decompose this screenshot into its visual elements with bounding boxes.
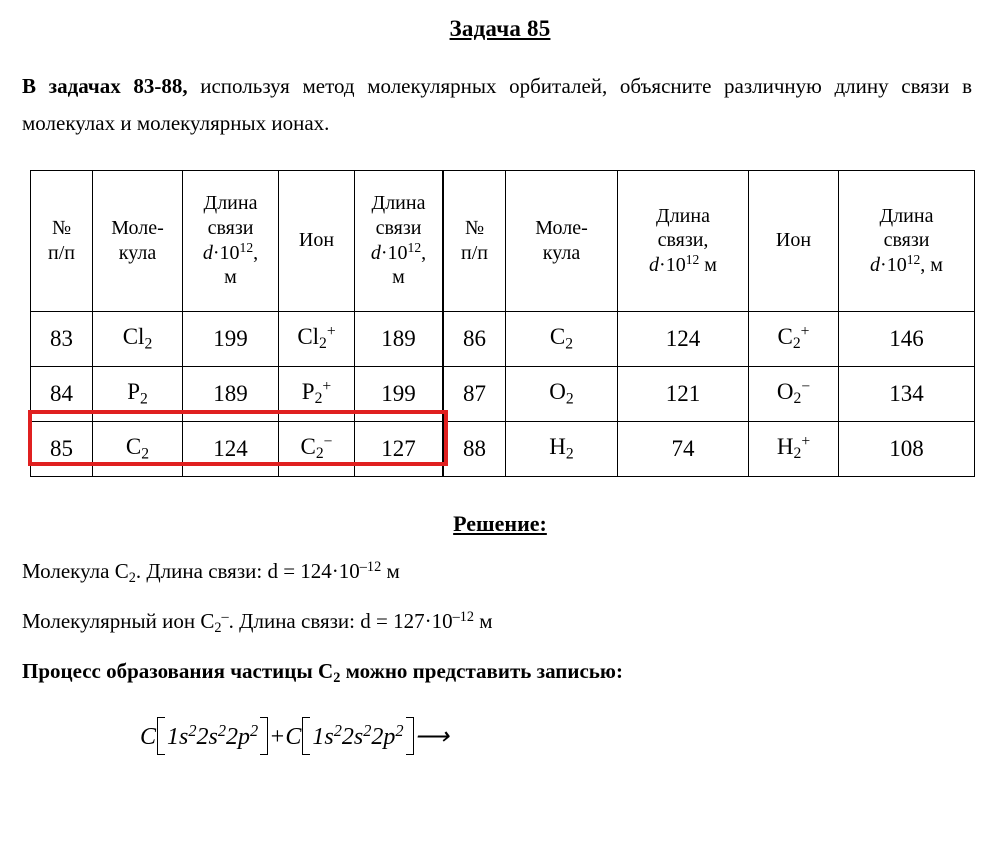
header-cell-molecule: Моле- кула xyxy=(506,170,618,311)
formula-line xyxy=(140,721,1000,751)
header-cell-ion: Ион xyxy=(279,170,355,311)
tables-container xyxy=(30,170,975,477)
cell-ion: $P_2^+$ xyxy=(279,366,355,421)
cell-ion-bond-length: 127 xyxy=(355,421,443,476)
cell-bond-length: 189 xyxy=(183,366,279,421)
cell-molecule: $C_2$ xyxy=(93,421,183,476)
intro-lead: В задачах 83-88, xyxy=(22,74,188,98)
cell-ion-bond-length: 146 xyxy=(839,311,975,366)
header-cell-number: № п/п xyxy=(444,170,506,311)
cell-bond-length: 124 xyxy=(183,421,279,476)
cell-ion-bond-length: 108 xyxy=(839,421,975,476)
cell-number: 84 xyxy=(31,366,93,421)
cell-bond-length: 74 xyxy=(618,421,749,476)
formula-left-atom: C xyxy=(140,723,157,750)
cell-ion: $H_2^+$ xyxy=(749,421,839,476)
header-cell-number: № п/п xyxy=(31,170,93,311)
cell-ion: $Cl_2^+$ xyxy=(279,311,355,366)
table-row xyxy=(31,366,443,421)
cell-number: 87 xyxy=(444,366,506,421)
formula-right-atom: C xyxy=(285,723,302,750)
table-row-highlighted xyxy=(31,421,443,476)
cell-molecule: $Cl_2$ xyxy=(93,311,183,366)
table-row xyxy=(444,311,975,366)
solution-heading: Решение: xyxy=(453,510,547,536)
header-cell-ion-bond-length: Длина связи $d\cdot 10^{12}$, м xyxy=(839,170,975,311)
process-line: Процесс образования частицы $C_2$ можно представить записью: xyxy=(22,658,623,686)
formula-arrow-icon: ⟶ xyxy=(414,723,448,750)
table-header-row xyxy=(31,170,443,311)
header-cell-bond-length: Длина связи, $d\cdot 10^{12}$ м xyxy=(618,170,749,311)
cell-ion-bond-length: 199 xyxy=(355,366,443,421)
cell-ion-bond-length: 134 xyxy=(839,366,975,421)
cell-number: 86 xyxy=(444,311,506,366)
cell-bond-length: 199 xyxy=(183,311,279,366)
cell-ion: $C_2^-$ xyxy=(279,421,355,476)
formula-plus: + xyxy=(269,723,286,750)
cell-bond-length: 124 xyxy=(618,311,749,366)
cell-molecule: $C_2$ xyxy=(506,311,618,366)
formula-left-bracket: $1s^22s^22p^2$ xyxy=(157,721,268,751)
table-row xyxy=(444,421,975,476)
header-cell-ion: Ион xyxy=(749,170,839,311)
bond-length-table-left xyxy=(30,170,443,477)
document-page xyxy=(0,16,1000,848)
cell-ion-bond-length: 189 xyxy=(355,311,443,366)
cell-ion: $O_2^-$ xyxy=(749,366,839,421)
intro-rest: используя метод молекулярных орбиталей, объясните различную длину связи в молекулах и молекулярных ионах. xyxy=(22,74,972,135)
cell-molecule: $O_2$ xyxy=(506,366,618,421)
cell-number: 85 xyxy=(31,421,93,476)
cell-number: 88 xyxy=(444,421,506,476)
table-row xyxy=(31,311,443,366)
header-cell-molecule: Моле- кула xyxy=(93,170,183,311)
solution-line-2: Молекулярный ион $C_2^-$. Длина связи: $d = 127\cdot 10^{-12}$ м xyxy=(22,608,493,636)
formula-right-bracket: $1s^22s^22p^2$ xyxy=(302,721,413,751)
cell-bond-length: 121 xyxy=(618,366,749,421)
page-title: Задача 85 xyxy=(449,16,551,41)
table-row xyxy=(444,366,975,421)
header-cell-ion-bond-length: Длина связи $d\cdot 10^{12}$, м xyxy=(355,170,443,311)
cell-ion: $C_2^+$ xyxy=(749,311,839,366)
bond-length-table-right xyxy=(443,170,975,477)
table-header-row xyxy=(444,170,975,311)
intro-paragraph xyxy=(22,68,972,142)
cell-number: 83 xyxy=(31,311,93,366)
header-cell-bond-length: Длина связи $d\cdot 10^{12}$, м xyxy=(183,170,279,311)
cell-molecule: $P_2$ xyxy=(93,366,183,421)
cell-molecule: $H_2$ xyxy=(506,421,618,476)
solution-line-1: Молекула $C_2$. Длина связи: $d = 124\cdot 10^{-12}$ м xyxy=(22,558,400,586)
